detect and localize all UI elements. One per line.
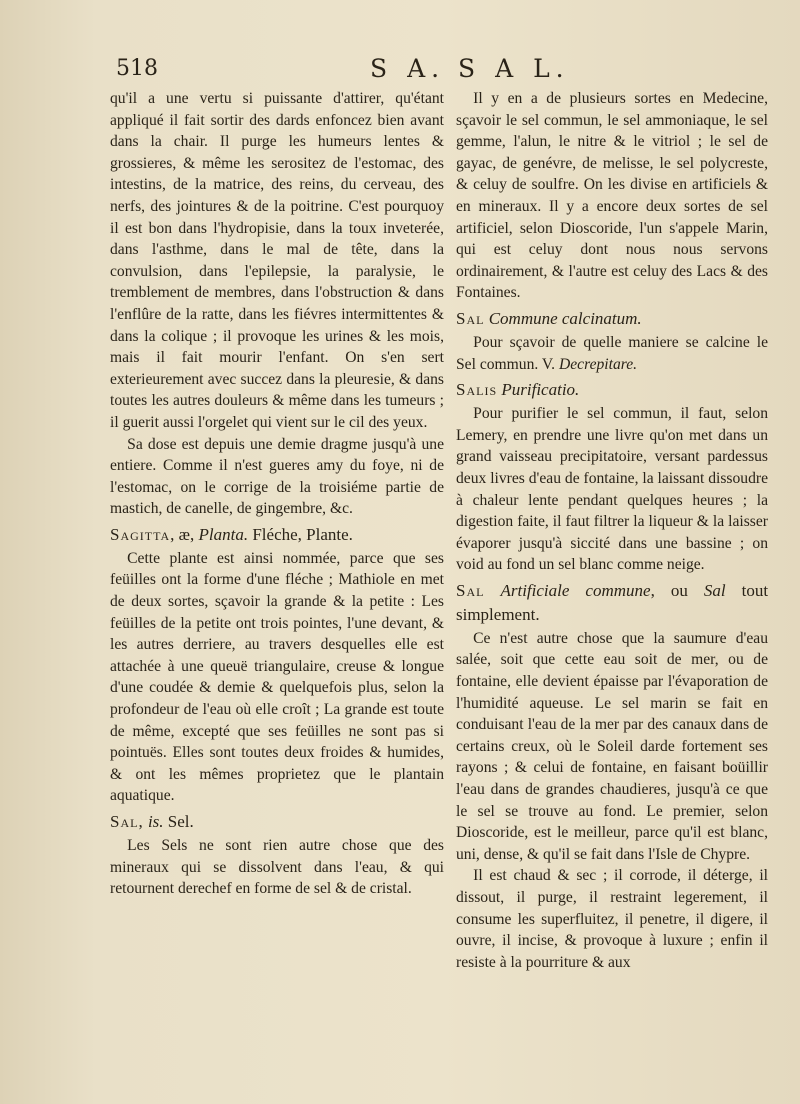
reference-prefix: V. — [541, 355, 556, 373]
paragraph-artificiale-1: Ce n'est autre chose que la saumure d'eau salée, soit que cette eau soit de mer, ou de fontaine, elle devient épaisse par l'évaporation de l'humidité aqueuse. Le sel marin se fait en conduisant l'eau de la mer par des canaux dans de certains creux, où le Soleil darde fortement ses rayons ; & celui de fontaine, en faisant boüillir l'eau dans de grandes chaudieres, jusqu'à ce que le sel se trouve au fond. Le premier, selon Dioscoride, est le meilleur, parce qu'il est blanc, uni, dense, & qu'il se fait dans l'Isle de Chypre. — [456, 629, 768, 863]
latin-artificiale: Artificiale commune — [500, 580, 651, 600]
french-sagitta: Fléche, Plante. — [252, 524, 353, 544]
gender-sagitta: , æ, — [170, 524, 195, 544]
paragraph-continuation: qu'il a une vertu si puissante d'attirer, qu'étant appliqué il fait sortir des dards enfoncez bien avant dans la chair. Il purge les humeurs lentes & grossieres, & même les serositez de l'estomac, des intestins, de la matrice, des reins, du cerveau, des nerfs, des jointures & de la poitrine. C'est pourquoy il est bon dans l'hydropisie, dans la toux inveterée, dans l'asthme, dans le mal de tête, dans la convulsion, dans l'epilepsie, la paralysie, le tremblement de membres, dans l'obstruction & dans l'enflûre de la ratte, dans les fiévres intermittentes & dans la colique ; il provoque les urines & les mois, mais il fait mourir l'enfant. On s'en sert exterieurement avec succez dans la pleuresie, & dans toutes les autres douleurs & même dans les tumeurs ; il guerit aussi l'orgelet qui vient sur le cil des yeux. — [110, 90, 444, 431]
paragraph-dose: Sa dose est depuis une demie dragme jusqu'à une entiere. Comme il n'est gueres amy du foye, ni de l'estomac, on le corrige de la troisiéme partie de mastich, de canelle, de gingembre, &c. — [110, 435, 444, 518]
french-sal: Sel. — [167, 812, 194, 831]
right-column — [456, 88, 768, 973]
headword-sal: Sal, — [110, 812, 144, 831]
latin-sagitta: Planta. — [198, 524, 249, 544]
text-calcinatum: Pour sçavoir de quelle maniere se calcine le Sel commun. — [456, 333, 768, 373]
artificiale-connector: , ou — [650, 580, 688, 600]
paragraph-artificiale-2: Il est chaud & sec ; il corrode, il déterge, il dissout, il purge, il restraint legerement, il consume les superfluitez, il penetre, il digere, il ouvre, il incise, & provoque à luxure ; enfin il resiste à la pourriture & aux — [456, 867, 768, 971]
headword-sal-calcinatum: Sal — [456, 308, 485, 328]
running-head-right: S A L. — [458, 54, 570, 83]
entry-heading-artificiale — [456, 579, 768, 627]
paragraph-sagitta: Cette plante est ainsi nommée, parce que ses feüilles ont la forme d'une fléche ; Mathiole en met de deux sortes, sçavoir la grande & la petite : Les feüilles de la petite ont trois pointes, l'une devant, & les autres derriere, au travers desquelles elle est attachée à une queuë triangulaire, creuse & longue d'une coudée & demie & quelquefois plus, selon la profondeur de l'eau où elle croît ; La grande est toute de même, excepté que ses feüilles ne sont pas si pointuës. Elles sont toutes deux froides & humides, & ont les mêmes proprietez que le plantain aquatique. — [110, 549, 444, 805]
paragraph-purificatio: Pour purifier le sel commun, il faut, selon Lemery, en prendre une livre qu'on met dans un grand vaisseau precipitatoire, versant pardessus deux livres d'eau de fontaine, la laissant dissoudre à chaleur lente pendant quelques heures ; la digestion faite, il faut filtrer la liqueur & la laisser évaporer jusqu'à siccité dans une bassine ; on void au fond un sel blanc comme neige. — [456, 405, 768, 574]
entry-heading-sagitta — [110, 523, 444, 547]
entry-heading-calcinatum — [456, 307, 768, 331]
latin-purificatio: Purificatio. — [501, 380, 580, 400]
headword-salis: Salis — [456, 380, 498, 400]
latin-sal-simple: Sal — [703, 580, 726, 600]
artificiale-rest: tout simplement. — [456, 580, 769, 624]
page-number: 518 — [116, 56, 158, 81]
entry-heading-sal — [110, 810, 444, 834]
paragraph-calcinatum — [456, 332, 768, 375]
latin-calcinatum: Commune calcinatum. — [488, 308, 642, 328]
running-head-left: S A. — [370, 54, 446, 83]
headword-sal-artificiale: Sal — [456, 580, 485, 600]
entry-heading-purificatio — [456, 378, 768, 402]
paragraph-sal: Les Sels ne sont rien autre chose que des mineraux qui se dissolvent dans l'eau, & qui retournent derechef en forme de sel & de cristal. — [110, 837, 444, 898]
page-header — [0, 52, 800, 86]
paragraph-sortes: Il y en a de plusieurs sortes en Medecine, sçavoir le sel commun, le sel ammoniaque, le sel gemme, l'alun, le nitre & le vitriol ; le sel de gayac, de genévre, de melisse, le sel polycreste, & celuy de soulfre. On les divise en artificiels & en mineraux. Il y a encore deux sortes de sel artificiel, selon Dioscoride, l'un s'appele Marin, qui est celuy dont nous nous servons ordinairement, & l'autre est celuy des Lacs & des Fontaines. — [456, 90, 768, 302]
reference-decrepitare: Decrepitare. — [558, 355, 638, 373]
gender-sal: is. — [147, 812, 164, 831]
left-column — [110, 88, 444, 900]
headword-sagitta: Sagitta — [110, 524, 171, 544]
